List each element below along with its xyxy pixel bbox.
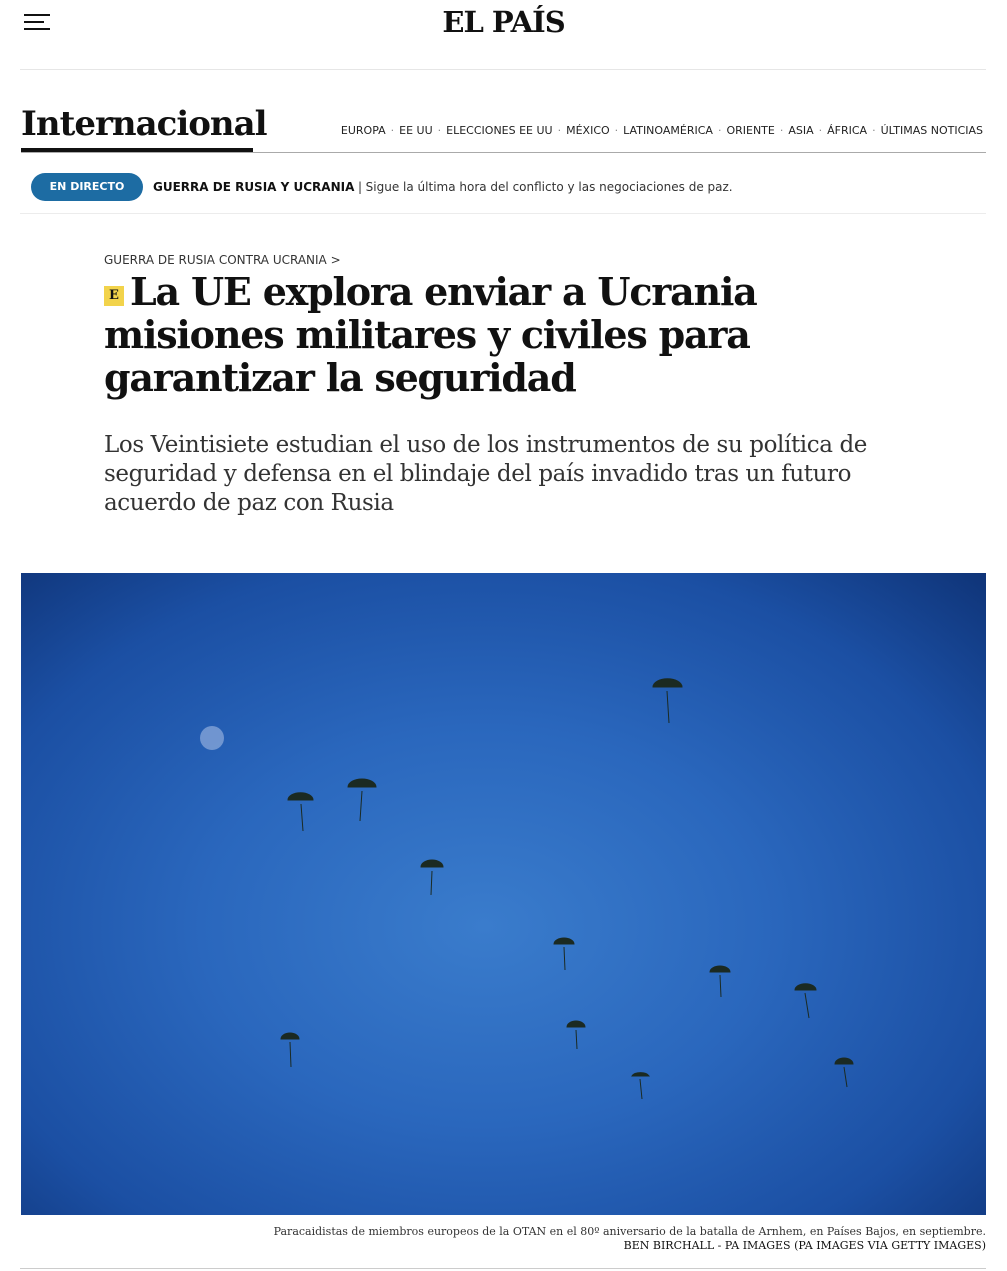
parachute-icon	[835, 1058, 853, 1087]
nav-separator: ·	[437, 124, 442, 137]
nav-separator: ·	[614, 124, 619, 137]
nav-item-ee-uu[interactable]: EE UU	[399, 124, 433, 137]
parachute-icon	[710, 966, 730, 997]
breadcrumb[interactable]: GUERRA DE RUSIA CONTRA UCRANIA >	[104, 253, 341, 267]
parachute-icon	[567, 1021, 585, 1049]
nav-item-africa[interactable]: ÁFRICA	[827, 124, 868, 137]
nav-item-asia[interactable]: ASIA	[788, 124, 814, 137]
nav-item-europa[interactable]: EUROPA	[340, 124, 386, 137]
nav-separator: ·	[779, 124, 784, 137]
site-logo[interactable]: EL PAÍS	[442, 5, 565, 39]
section-divider	[21, 152, 986, 153]
parachute-icon	[421, 860, 443, 895]
article-subheadline: Los Veintisiete estudian el uso de los instrumentos de su política de seguridad y defensa en el blindaje del país invadido tras un futuro acuerdo de paz con Rusia	[104, 432, 868, 516]
nav-separator: ·	[717, 124, 722, 137]
nav-separator: ·	[818, 124, 823, 137]
nav-separator: ·	[872, 124, 876, 137]
live-badge[interactable]: EN DIRECTO	[31, 173, 143, 201]
live-banner-text[interactable]	[153, 179, 733, 194]
bottom-divider	[20, 1268, 986, 1269]
nav-item-elecciones-ee-uu[interactable]: ELECCIONES EE UU	[446, 124, 553, 137]
photo-caption	[274, 1225, 986, 1253]
nav-item-oriente[interactable]: ORIENTE	[726, 124, 775, 137]
nav-separator: ·	[557, 124, 562, 137]
el-pais-e-icon: E	[104, 286, 124, 306]
article-headline	[104, 270, 904, 399]
parachute-icon	[653, 679, 682, 723]
section-title[interactable]: Internacional	[21, 104, 267, 144]
nav-item-mexico[interactable]: MÉXICO	[566, 124, 610, 137]
nav-item-ultimas-noticias[interactable]: ÚLTIMAS NOTICIAS	[880, 124, 983, 137]
live-description[interactable]: Sigue la última hora del conflicto y las negociaciones de paz.	[365, 180, 733, 194]
nav-item-latinoamerica[interactable]: LATINOAMÉRICA	[623, 124, 713, 137]
parachute-icon	[288, 793, 313, 831]
section-nav	[341, 124, 983, 137]
live-divider	[20, 213, 986, 214]
live-banner[interactable]	[20, 170, 986, 212]
article-photo[interactable]	[21, 573, 986, 1215]
parachutes-illustration	[21, 573, 986, 1215]
parachute-icon	[795, 984, 816, 1018]
parachute-icon	[281, 1033, 299, 1067]
live-separator: |	[358, 180, 363, 194]
nav-separator: ·	[390, 124, 395, 137]
header-divider	[20, 69, 986, 70]
parachute-icon	[348, 779, 376, 821]
headline-text: La UE explora enviar a Ucrania misiones militares y civiles para garantizar la seguridad	[104, 269, 757, 400]
caption-text: Paracaidistas de miembros europeos de la OTAN en el 80º aniversario de la batalla de Arnhem, en Países Bajos, en septiembre.	[273, 1225, 986, 1238]
parachute-icon	[554, 938, 574, 970]
top-bar	[0, 0, 1007, 70]
photo-credit: BEN BIRCHALL - PA IMAGES (PA IMAGES VIA GETTY IMAGES)	[623, 1239, 986, 1252]
live-topic[interactable]: GUERRA DE RUSIA Y UCRANIA	[153, 180, 355, 194]
parachute-icon	[632, 1073, 649, 1099]
